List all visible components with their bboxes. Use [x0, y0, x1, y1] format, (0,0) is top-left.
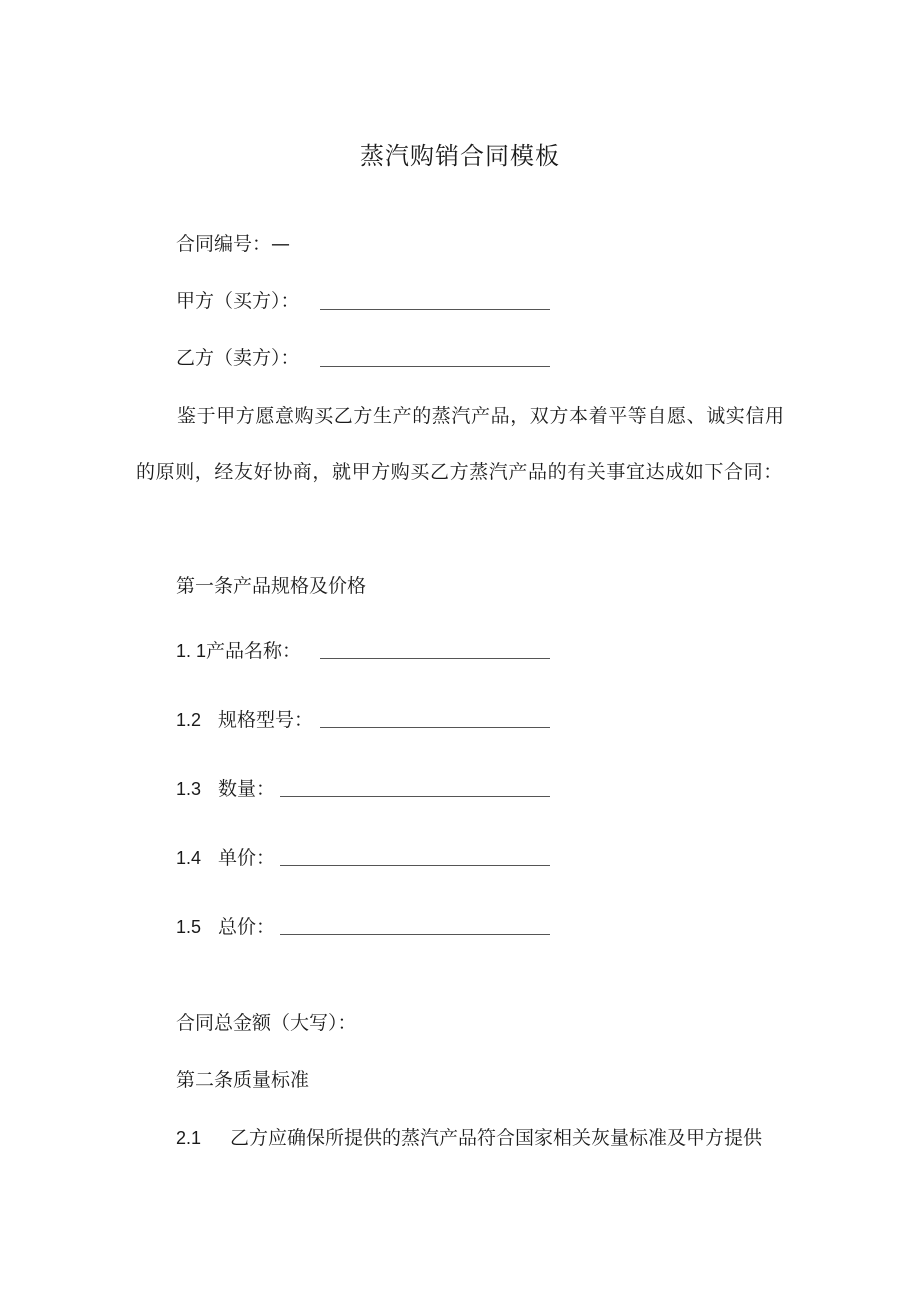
item-number: 1.5 [176, 917, 202, 937]
article-1-heading: 第一条产品规格及价格 [176, 575, 367, 597]
product-name-blank-line [320, 658, 550, 659]
item-product-name [176, 639, 301, 663]
spec-model-blank-line [320, 727, 550, 728]
party-a-blank-line [320, 309, 550, 310]
item-label: 产品名称： [206, 640, 302, 662]
item-label: 数量： [218, 778, 276, 800]
item-number: 1. 1 [176, 641, 207, 661]
clause-text: 乙方应确保所提供的蒸汽产品符合国家相关灰量标准及甲方提供 [230, 1127, 763, 1149]
party-b-blank-line [320, 366, 550, 367]
item-number: 1.2 [176, 710, 202, 730]
quantity-blank-line [280, 796, 550, 797]
intro-paragraph: 鉴于甲方愿意购买乙方生产的蒸汽产品，双方本着平等自愿、诚实信用的原则，经友好协商，就甲方购买乙方蒸汽产品的有关事宜达成如下合同： [136, 405, 785, 483]
document-title: 蒸汽购销合同模板 [360, 142, 560, 170]
party-a-label: 甲方（买方）： [176, 290, 300, 312]
item-total-price [176, 915, 275, 939]
item-label: 总价： [218, 916, 276, 938]
clause-number: 2.1 [176, 1128, 202, 1148]
item-spec-model [176, 708, 313, 732]
total-amount-label: 合同总金额（大写）： [176, 1012, 357, 1034]
article-2-heading: 第二条质量标准 [176, 1069, 310, 1091]
clause-2-1 [176, 1126, 762, 1150]
item-number: 1.3 [176, 779, 202, 799]
contract-number: 合同编号：— [176, 233, 291, 255]
party-b-label: 乙方（卖方）： [176, 347, 300, 369]
unit-price-blank-line [280, 865, 550, 866]
item-quantity [176, 777, 275, 801]
item-number: 1.4 [176, 848, 202, 868]
item-unit-price [176, 846, 275, 870]
total-price-blank-line [280, 934, 550, 935]
item-label: 单价： [218, 847, 276, 869]
item-label: 规格型号： [218, 709, 314, 731]
